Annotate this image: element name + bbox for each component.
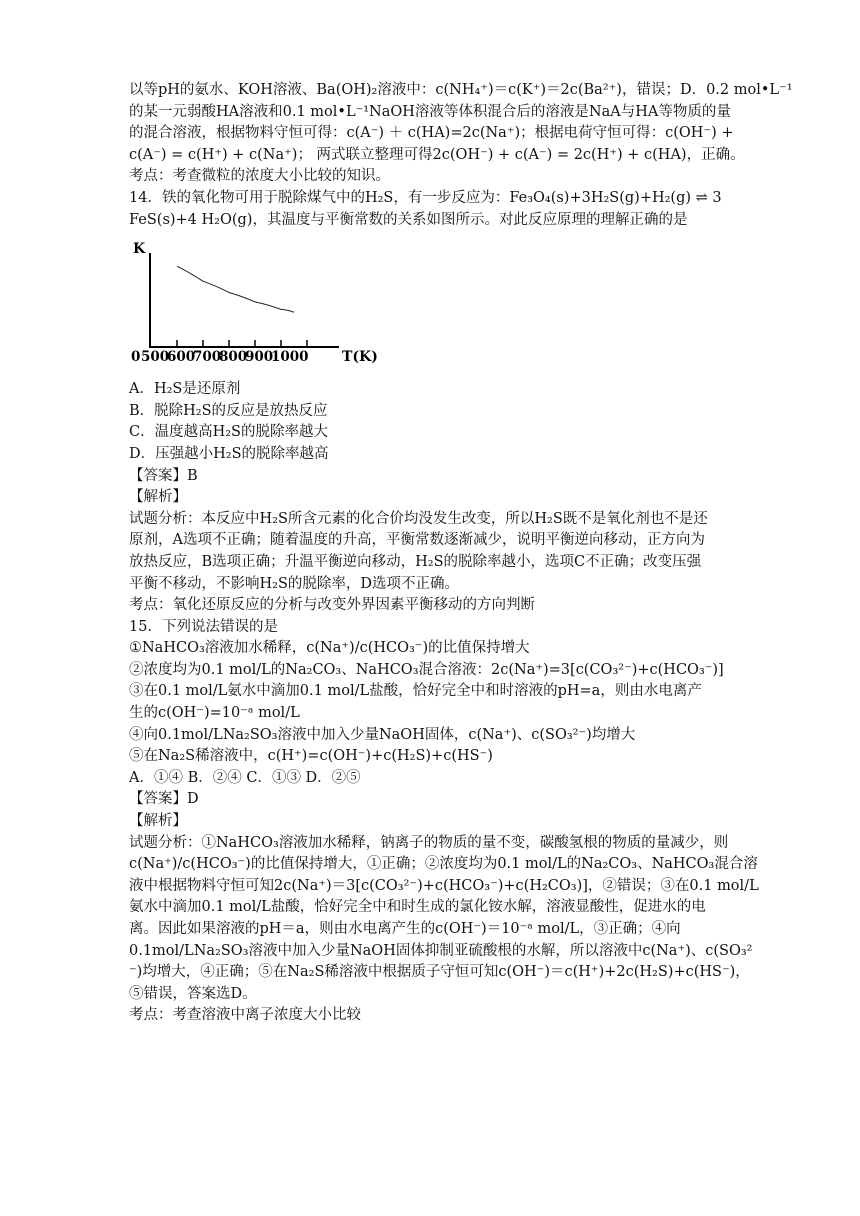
text-line: ⁻)均增大，④正确；⑤在Na₂S稀溶液中根据质子守恒可知c(OH⁻)＝c(H⁺)+2c(H₂S)+c(HS⁻)， <box>129 964 750 981</box>
text-line: ①NaHCO₃溶液加水稀释，c(Na⁺)/c(HCO₃⁻)的比值保持增大 <box>129 640 530 657</box>
text-line: 考点：考查微粒的浓度大小比较的知识。 <box>129 168 390 185</box>
text-line: 考点：考查溶液中离子浓度大小比较 <box>129 1007 361 1024</box>
x-tick-labels <box>131 349 309 365</box>
text-block-before-chart <box>129 80 793 231</box>
text-line: ③在0.1 mol/L氨水中滴加0.1 mol/L盐酸，恰好完全中和时溶液的pH=a，则由水电离产 <box>129 683 702 700</box>
text-line: FeS(s)+4 H₂O(g)，其温度与平衡常数的关系如图所示。对此反应原理的理解正确的是 <box>129 211 688 228</box>
x-tick-label: 800 <box>219 349 248 366</box>
text-line: C．温度越高H₂S的脱除率越大 <box>129 424 328 441</box>
x-tick-label: 900 <box>245 349 274 366</box>
text-line: ⑤在Na₂S稀溶液中，c(H⁺)=c(OH⁻)+c(H₂S)+c(HS⁻) <box>129 748 493 765</box>
x-tick-label: 500 <box>141 349 170 366</box>
text-line: 【解析】 <box>129 489 187 506</box>
document-content <box>129 80 793 1027</box>
text-line: c(Na⁺)/c(HCO₃⁻)的比值保持增大，①正确；②浓度均为0.1 mol/L的Na₂CO₃、NaHCO₃混合溶 <box>129 856 758 873</box>
text-line: D．压强越小H₂S的脱除率越高 <box>129 445 329 462</box>
k-vs-t-chart <box>129 237 769 367</box>
x-tick-label: 600 <box>167 349 196 366</box>
text-line: 【答案】B <box>129 467 198 484</box>
k-curve <box>177 266 294 312</box>
x-tick-label: 0 <box>131 349 141 366</box>
text-line: 氨水中滴加0.1 mol/L盐酸，恰好完全中和时生成的氯化铵水解，溶液显酸性，促进水的电 <box>129 899 706 916</box>
text-line: 0.1mol/LNa₂SO₃溶液中加入少量NaOH固体抑制亚硫酸根的水解，所以溶液中c(Na⁺)、c(SO₃² <box>129 942 753 959</box>
x-axis-label: T(K) <box>342 349 378 366</box>
x-tick-label: 700 <box>193 349 222 366</box>
text-line: 14．铁的氧化物可用于脱除煤气中的H₂S，有一步反应为：Fe₃O₄(s)+3H₂S(g)+H₂(g) ⇌ 3 <box>129 189 722 206</box>
x-tick-label: 1000 <box>271 349 309 366</box>
x-ticks <box>177 340 307 347</box>
text-block-after-chart <box>129 379 769 1027</box>
text-line: A．H₂S是还原剂 <box>129 381 241 398</box>
text-line: 液中根据物料守恒可知2c(Na⁺)＝3[c(CO₃²⁻)+c(HCO₃⁻)+c(H₂CO₃)]，②错误；③在0.1 mol/L <box>129 877 759 894</box>
text-line: B．脱除H₂S的反应是放热反应 <box>129 402 328 419</box>
text-line: 15．下列说法错误的是 <box>129 618 278 635</box>
text-line: ②浓度均为0.1 mol/L的Na₂CO₃、NaHCO₃混合溶液：2c(Na⁺)=3[c(CO₃²⁻)+c(HCO₃⁻)] <box>129 661 724 678</box>
text-line: 【解析】 <box>129 813 187 830</box>
text-line: 【答案】D <box>129 791 199 808</box>
text-line: 平衡不移动，不影响H₂S的脱除率，D选项不正确。 <box>129 575 460 592</box>
chart-svg <box>129 237 389 367</box>
text-line: A．①④ B．②④ C．①③ D．②⑤ <box>129 769 361 786</box>
y-axis-label: K <box>133 241 146 258</box>
text-line: 试题分析：①NaHCO₃溶液加水稀释，钠离子的物质的量不变，碳酸氢根的物质的量减少，则 <box>129 834 729 851</box>
text-line: 的混合溶液，根据物料守恒可得：c(A⁻) ＋ c(HA)=2c(Na⁺)；根据电荷守恒可得：c(OH⁻) + <box>129 125 734 142</box>
text-line: 离。因此如果溶液的pH＝a，则由水电离产生的c(OH⁻)＝10⁻ᵃ mol/L，③正确；④向 <box>129 921 681 937</box>
text-line: 以等pH的氨水、KOH溶液、Ba(OH)₂溶液中：c(NH₄⁺)＝c(K⁺)＝2c(Ba²⁺)，错误；D．0.2 mol•L⁻¹ <box>129 82 793 98</box>
text-line: 原剂，A选项不正确；随着温度的升高，平衡常数逐渐减少，说明平衡逆向移动，正方向为 <box>129 532 705 549</box>
text-line: ⑤错误，答案选D。 <box>129 985 257 1002</box>
text-line: 试题分析：本反应中H₂S所含元素的化合价均没发生改变，所以H₂S既不是氧化剂也不是还 <box>129 510 708 527</box>
text-line: c(A⁻) = c(H⁺) + c(Na⁺)； 两式联立整理可得2c(OH⁻) + c(A⁻) = 2c(H⁺) + c(HA)，正确。 <box>129 146 745 163</box>
text-line: 生的c(OH⁻)=10⁻ᵃ mol/L <box>129 705 300 722</box>
text-line: 的某一元弱酸HA溶液和0.1 mol•L⁻¹NaOH溶液等体积混合后的溶液是NaA与HA等物质的量 <box>129 103 731 120</box>
text-line: 放热反应，B选项正确；升温平衡逆向移动，H₂S的脱除率越小，选项C不正确；改变压强 <box>129 553 702 570</box>
text-line: 考点：氧化还原反应的分析与改变外界因素平衡移动的方向判断 <box>129 597 535 614</box>
text-line: ④向0.1mol/LNa₂SO₃溶液中加入少量NaOH固体，c(Na⁺)、c(SO₃²⁻)均增大 <box>129 726 636 743</box>
